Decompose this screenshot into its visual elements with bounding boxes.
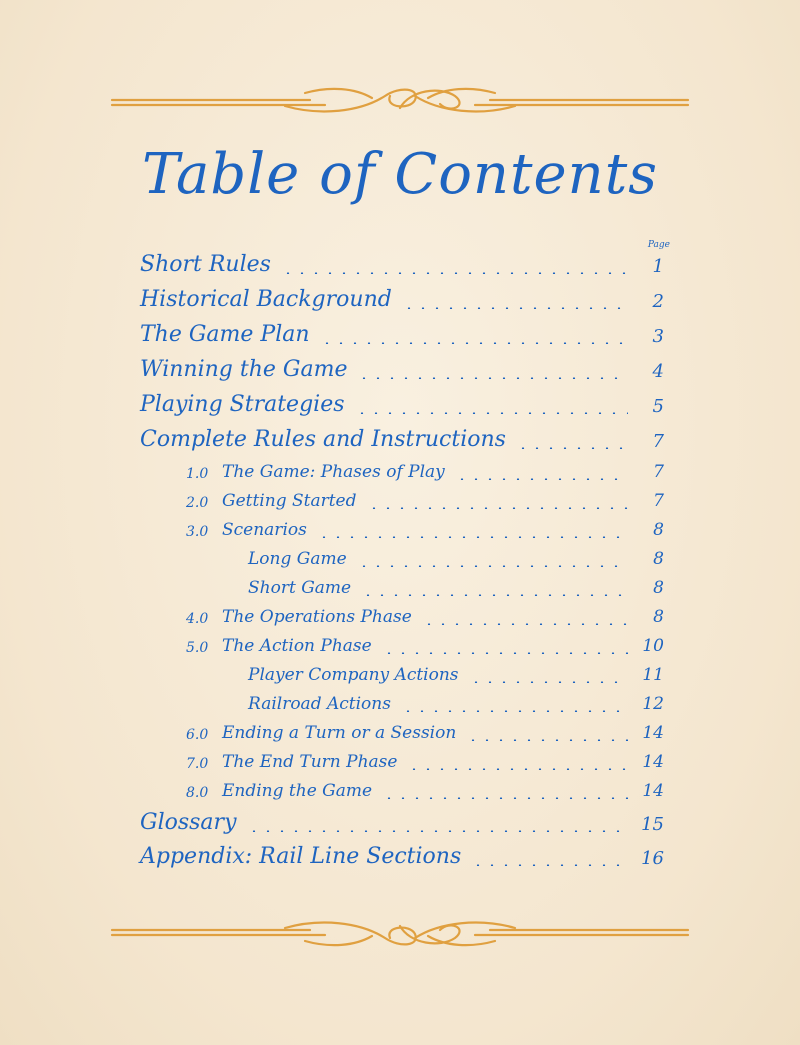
toc-entry[interactable] [0,661,800,691]
toc-entry[interactable] [0,252,800,282]
toc-entry[interactable] [0,427,800,457]
entry-page-number: 7 [653,462,664,482]
entry-title: Glossary [140,810,237,835]
toc-entry[interactable] [0,603,800,633]
entry-page-number: 14 [642,723,664,743]
section-number: 2.0 [186,495,209,511]
toc-entry[interactable] [0,810,800,840]
dot-leader [402,307,628,309]
entry-page-number: 5 [652,396,664,417]
entry-title: Winning the Game [140,357,348,382]
entry-page-number: 15 [641,814,664,835]
entry-title: Player Company Actions [248,665,459,685]
dot-leader [317,536,628,538]
dot-leader [382,797,628,799]
entry-title: Getting Started [222,491,357,511]
entry-page-number: 8 [653,607,664,627]
entry-page-number: 1 [652,256,664,277]
top-ornament [110,78,690,128]
entry-title: The Game Plan [140,322,310,347]
section-number: 3.0 [186,524,209,540]
toc-entry[interactable] [0,458,800,488]
section-number: 5.0 [186,640,209,656]
toc-entry[interactable] [0,748,800,778]
entry-title: Ending the Game [222,781,373,801]
section-number: 8.0 [186,785,209,801]
entry-page-number: 14 [642,752,664,772]
entry-page-number: 8 [653,520,664,540]
dot-leader [407,768,628,770]
dot-leader [361,594,628,596]
toc-entry[interactable] [0,392,800,422]
dot-leader [469,681,628,683]
entry-page-number: 3 [652,326,664,347]
dot-leader [357,565,628,567]
entry-title: The Game: Phases of Play [222,462,445,482]
dot-leader [471,864,628,866]
dot-leader [357,377,628,379]
dot-leader [422,623,628,625]
entry-title: Historical Background [140,287,392,312]
dot-leader [382,652,628,654]
entry-page-number: 8 [653,578,664,598]
entry-page-number: 10 [642,636,664,656]
dot-leader [516,447,628,449]
dot-leader [401,710,628,712]
entry-title: Railroad Actions [248,694,391,714]
toc-entry[interactable] [0,777,800,807]
entry-title: Appendix: Rail Line Sections [140,844,462,869]
dot-leader [281,272,628,274]
bottom-ornament [110,908,690,958]
entry-title: Short Rules [140,252,271,277]
page-title: Table of Contents [142,142,658,207]
entry-title: Short Game [248,578,352,598]
dot-leader [466,739,628,741]
toc-entry[interactable] [0,487,800,517]
section-number: 4.0 [186,611,209,627]
entry-title: Scenarios [222,520,307,540]
dot-leader [455,478,628,480]
dot-leader [247,830,628,832]
toc-entry[interactable] [0,287,800,317]
entry-page-number: 7 [652,431,664,452]
entry-title: The Action Phase [222,636,372,656]
entry-page-number: 12 [642,694,664,714]
entry-title: Playing Strategies [140,392,345,417]
section-number: 6.0 [186,727,209,743]
entry-page-number: 11 [642,665,664,685]
dot-leader [367,507,628,509]
entry-title: The End Turn Phase [222,752,398,772]
toc-entry[interactable] [0,574,800,604]
section-number: 7.0 [186,756,209,772]
dot-leader [355,412,628,414]
section-number: 1.0 [186,466,209,482]
page-column-header: Page [647,240,670,250]
toc-entry[interactable] [0,719,800,749]
toc-entry[interactable] [0,690,800,720]
dot-leader [320,342,628,344]
entry-title: Ending a Turn or a Session [222,723,457,743]
toc-entry[interactable] [0,516,800,546]
toc-entry[interactable] [0,357,800,387]
entry-page-number: 14 [642,781,664,801]
entry-page-number: 4 [652,361,664,382]
entry-page-number: 8 [653,549,664,569]
entry-page-number: 7 [653,491,664,511]
toc-entry[interactable] [0,632,800,662]
toc-entry[interactable] [0,322,800,352]
entry-page-number: 16 [641,848,664,869]
entry-page-number: 2 [652,291,664,312]
toc-entry[interactable] [0,844,800,874]
toc-entry[interactable] [0,545,800,575]
entry-title: Long Game [248,549,347,569]
entry-title: Complete Rules and Instructions [140,427,506,452]
entry-title: The Operations Phase [222,607,412,627]
